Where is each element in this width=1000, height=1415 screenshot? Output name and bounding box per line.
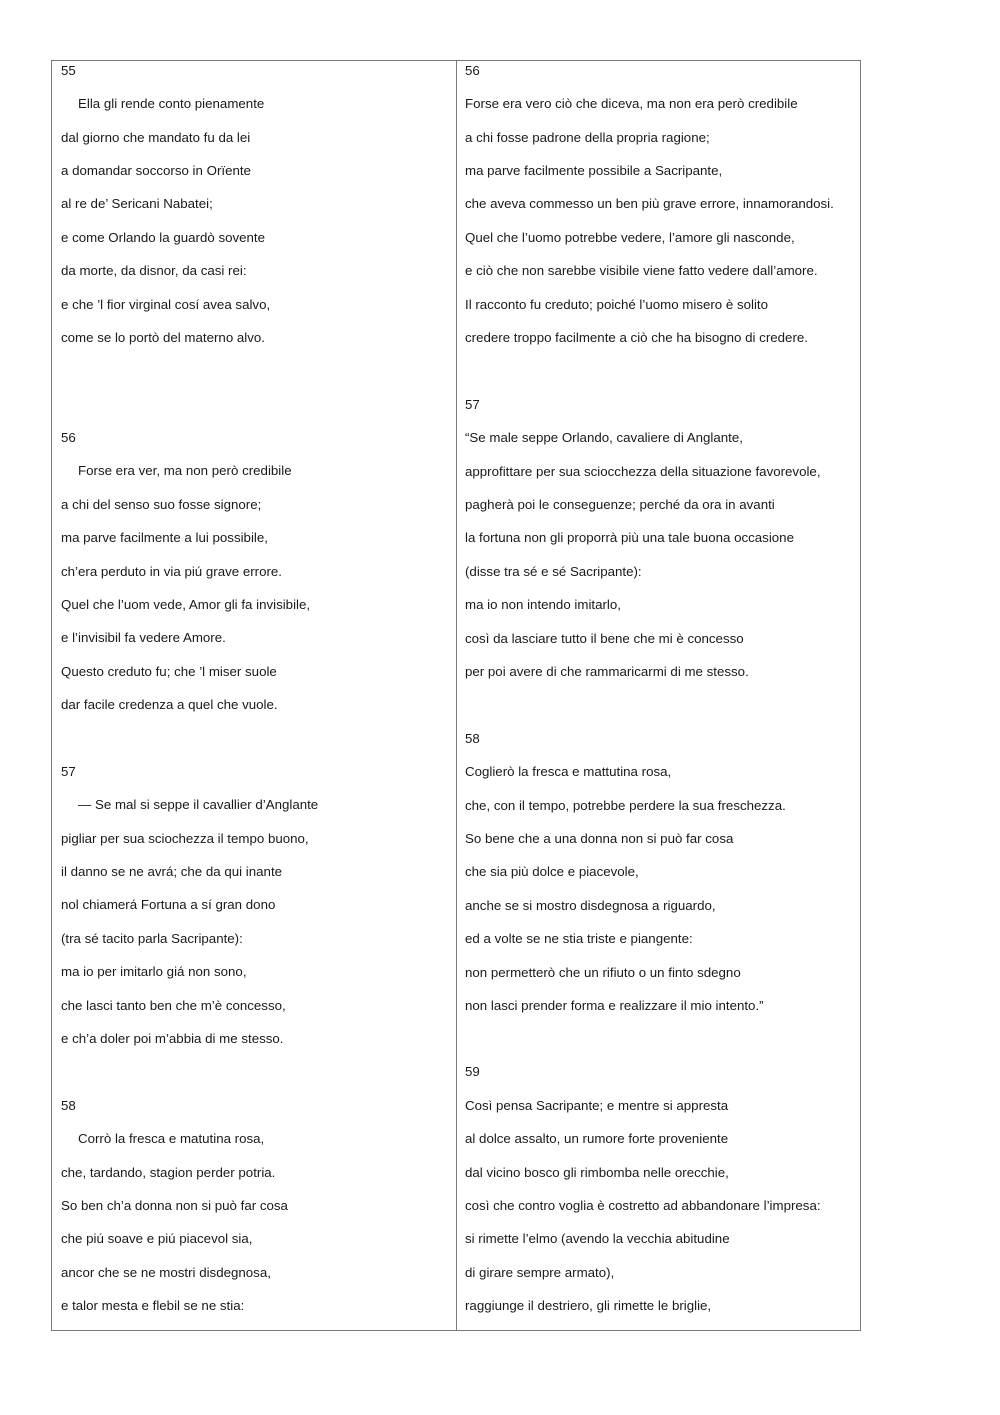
verse-line: non permetterò che un rifiuto o un finto sdegno (465, 965, 741, 980)
verse-line: Ella gli rende conto pienamente (78, 96, 265, 111)
verse-line: So bene che a una donna non si può far cosa (465, 831, 734, 846)
stanza-number: 55 (61, 63, 76, 78)
verse-line: così che contro voglia è costretto ad abbandonare l’impresa: (465, 1198, 821, 1213)
verse-line: per poi avere di che rammaricarmi di me stesso. (465, 664, 749, 679)
stanza-number: 56 (465, 63, 480, 78)
verse-line: il danno se ne avrá; che da qui inante (61, 864, 283, 879)
verse-line: che lasci tanto ben che m’è concesso, (61, 998, 286, 1013)
stanza-number: 58 (61, 1098, 76, 1113)
verse-line: che, con il tempo, potrebbe perdere la sua freschezza. (465, 798, 786, 813)
stanza-number: 56 (61, 430, 76, 445)
verse-line: Forse era vero ciò che diceva, ma non era però credibile (465, 96, 798, 111)
verse-line: — Se mal si seppe il cavallier d’Anglante (78, 797, 319, 812)
text-table (51, 60, 861, 1331)
verse-line: così da lasciare tutto il bene che mi è concesso (465, 631, 744, 646)
verse-line: Così pensa Sacripante; e mentre si appresta (465, 1098, 729, 1113)
verse-line: dar facile credenza a quel che vuole. (61, 697, 278, 712)
verse-line: So ben ch’a donna non si può far cosa (61, 1198, 288, 1213)
original-text-column (52, 61, 457, 1330)
verse-line: “Se male seppe Orlando, cavaliere di Anglante, (465, 430, 743, 445)
verse-line: e ciò che non sarebbe visibile viene fatto vedere dall’amore. (465, 263, 818, 278)
verse-line: al re de’ Sericani Nabatei; (61, 196, 213, 211)
verse-line: Coglierò la fresca e mattutina rosa, (465, 764, 672, 779)
verse-line: che piú soave e piú piacevol sia, (61, 1231, 253, 1246)
verse-line: a domandar soccorso in Orïente (61, 163, 251, 178)
verse-line: ed a volte se ne stia triste e piangente: (465, 931, 693, 946)
stanza-number: 57 (465, 397, 480, 412)
verse-line: Quel che l’uomo potrebbe vedere, l’amore gli nasconde, (465, 230, 795, 245)
verse-line: e talor mesta e flebil se ne stia: (61, 1298, 245, 1313)
verse-line: nol chiamerá Fortuna a sí gran dono (61, 897, 276, 912)
verse-line: ma io per imitarlo giá non sono, (61, 964, 247, 979)
verse-line: Forse era ver, ma non però credibile (78, 463, 292, 478)
verse-line: ma io non intendo imitarlo, (465, 597, 621, 612)
verse-line: ch’era perduto in via piú grave errore. (61, 564, 282, 579)
verse-line: la fortuna non gli proporrà più una tale buona occasione (465, 530, 794, 545)
verse-line: ancor che se ne mostri disdegnosa, (61, 1265, 271, 1280)
verse-line: Il racconto fu creduto; poiché l’uomo misero è solito (465, 297, 769, 312)
verse-line: di girare sempre armato), (465, 1265, 615, 1280)
verse-line: (tra sé tacito parla Sacripante): (61, 931, 243, 946)
verse-line: che aveva commesso un ben più grave errore, innamorandosi. (465, 196, 834, 211)
verse-line: a chi del senso suo fosse signore; (61, 497, 262, 512)
verse-line: da morte, da disnor, da casi rei: (61, 263, 247, 278)
verse-line: non lasci prender forma e realizzare il mio intento.” (465, 998, 764, 1013)
verse-line: Corrò la fresca e matutina rosa, (78, 1131, 265, 1146)
stanza-number: 58 (465, 731, 480, 746)
verse-line: si rimette l’elmo (avendo la vecchia abitudine (465, 1231, 730, 1246)
verse-line: dal vicino bosco gli rimbomba nelle orecchie, (465, 1165, 729, 1180)
verse-line: ma parve facilmente possibile a Sacripante, (465, 163, 723, 178)
verse-line: anche se si mostro disdegnosa a riguardo, (465, 898, 716, 913)
verse-line: che sia più dolce e piacevole, (465, 864, 639, 879)
verse-line: pigliar per sua sciochezza il tempo buono, (61, 831, 309, 846)
stanza-number: 59 (465, 1064, 480, 1079)
verse-line: come se lo portò del materno alvo. (61, 330, 265, 345)
verse-line: ma parve facilmente a lui possibile, (61, 530, 268, 545)
verse-line: a chi fosse padrone della propria ragione; (465, 130, 710, 145)
verse-line: dal giorno che mandato fu da lei (61, 130, 251, 145)
verse-line: e che ’l fior virginal cosí avea salvo, (61, 297, 271, 312)
verse-line: e ch’a doler poi m’abbia di me stesso. (61, 1031, 284, 1046)
verse-line: al dolce assalto, un rumore forte proveniente (465, 1131, 729, 1146)
verse-line: pagherà poi le conseguenze; perché da ora in avanti (465, 497, 775, 512)
verse-line: (disse tra sé e sé Sacripante): (465, 564, 642, 579)
verse-line: approfittare per sua sciocchezza della situazione favorevole, (465, 464, 821, 479)
verse-line: credere troppo facilmente a ciò che ha bisogno di credere. (465, 330, 808, 345)
stanza-number: 57 (61, 764, 76, 779)
verse-line: Questo creduto fu; che ’l miser suole (61, 664, 277, 679)
paraphrase-column (457, 61, 860, 1330)
verse-line: Quel che l’uom vede, Amor gli fa invisibile, (61, 597, 311, 612)
verse-line: raggiunge il destriero, gli rimette le briglie, (465, 1298, 712, 1313)
verse-line: e come Orlando la guardò sovente (61, 230, 266, 245)
verse-line: e l’invisibil fa vedere Amore. (61, 630, 226, 645)
verse-line: che, tardando, stagion perder potria. (61, 1165, 276, 1180)
